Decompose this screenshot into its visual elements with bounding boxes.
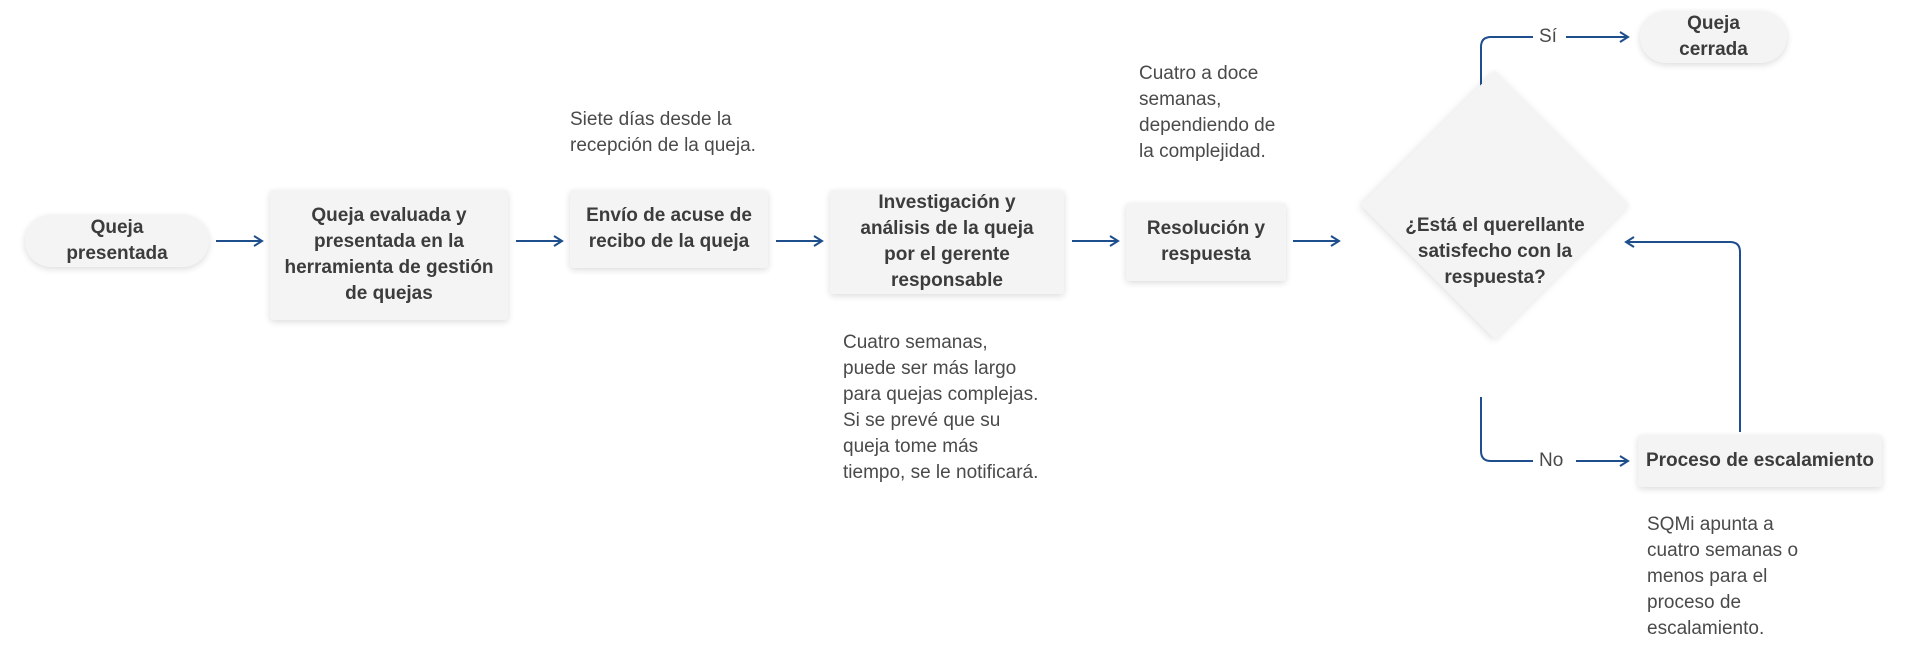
decision-question: ¿Está el querellante satisfecho con la respuesta? [1405,215,1585,288]
note-escalation-time: SQMi apunta a cuatro semanas o menos para el proceso de escalamiento. [1647,514,1799,639]
note-resolution-time: Cuatro a doce semanas, dependiendo de la complejidad. [1139,63,1276,162]
node-resolution: Resolución y respuesta [1126,203,1286,281]
node-complaint-closed: Queja cerrada [1640,11,1787,63]
note-investigation-time: Cuatro semanas, puede ser más largo para quejas complejas. Si se prevé que su queja tome más tiempo, se le notificará. [843,332,1039,483]
node-acknowledgement: Envío de acuse de recibo de la queja [570,190,768,268]
edge-label-yes: Sí [1533,25,1563,49]
no-connector [1481,397,1533,461]
node-escalation-process: Proceso de escalamiento [1638,435,1882,487]
arrow-escalation-to-decision [1626,242,1740,432]
node-investigation: Investigación y análisis de la queja por el gerente responsable [830,190,1064,294]
note-acknowledgement-time: Siete días desde la recepción de la queja. [570,109,756,156]
node-complaint-submitted: Queja presentada [25,215,209,267]
node-complaint-evaluated: Queja evaluada y presentada en la herramienta de gestión de quejas [270,190,508,320]
edge-label-no: No [1533,449,1569,473]
